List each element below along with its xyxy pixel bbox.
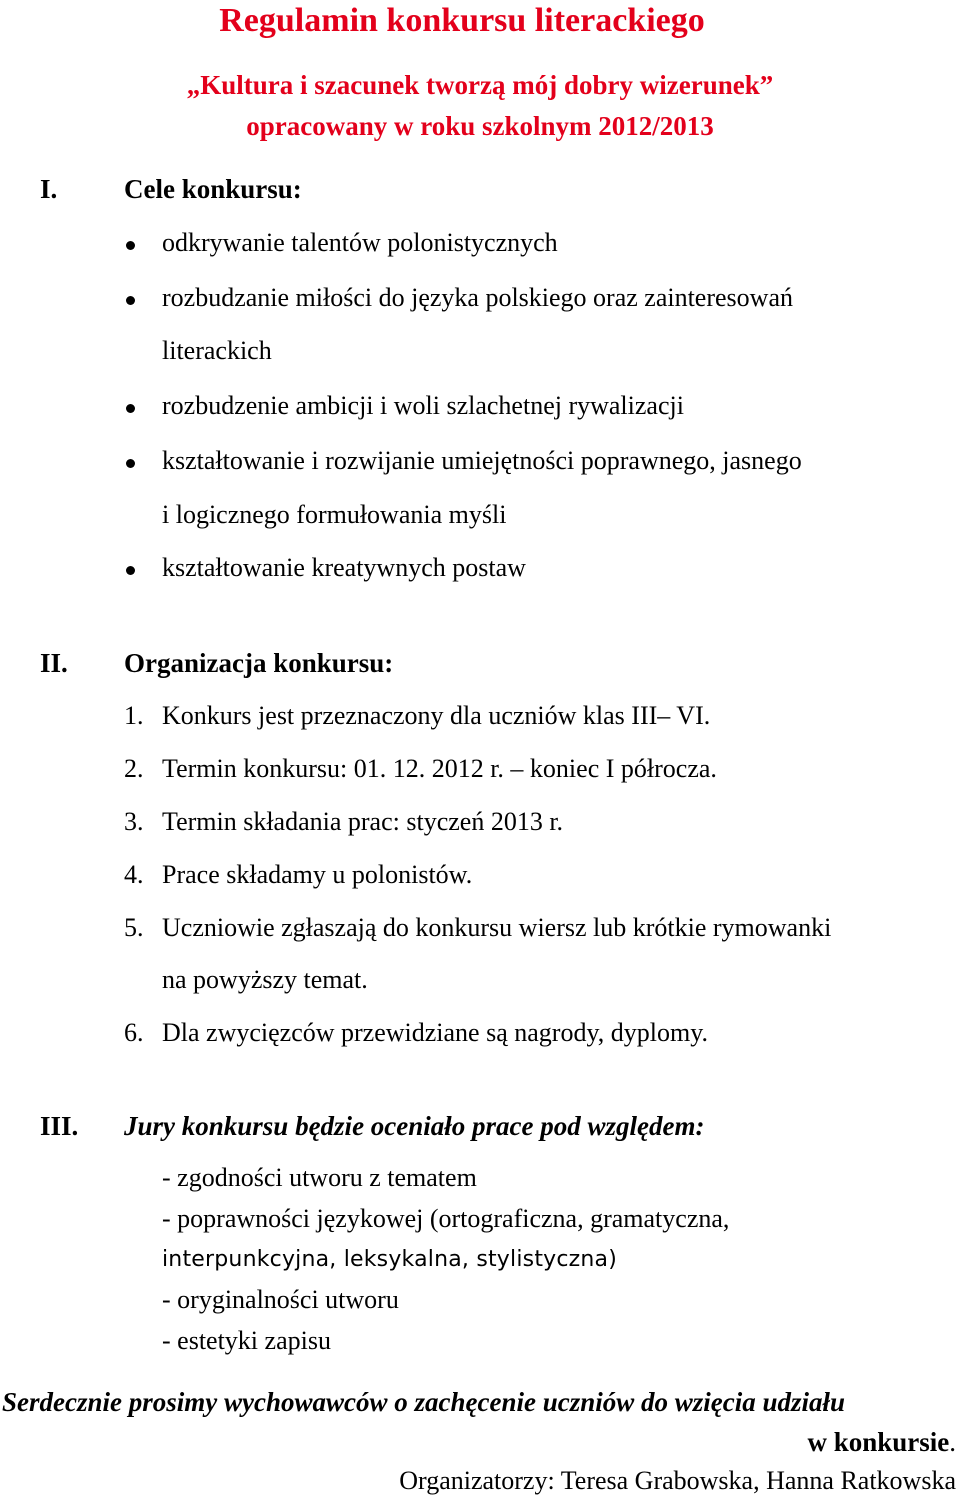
school-year: opracowany w roku szkolnym 2012/2013 — [246, 111, 714, 141]
document-title: Regulamin konkursu literackiego — [219, 2, 705, 39]
rule-text: Prace składamy u polonistów. — [162, 860, 473, 889]
contest-motto: „Kultura i szacunek tworzą mój dobry wizerunek” — [186, 70, 774, 100]
rule-number: 1. — [124, 701, 144, 730]
rule-text: Termin konkursu: 01. 12. 2012 r. – koniec I półrocza. — [162, 754, 717, 783]
section-1-heading: Cele konkursu: — [124, 174, 302, 204]
rule-number: 3. — [124, 807, 144, 836]
goal-item: rozbudzenie ambicji i woli szlachetnej rywalizacji — [162, 391, 684, 420]
rule-number: 2. — [124, 754, 144, 783]
criterion-item: - oryginalności utworu — [162, 1285, 399, 1314]
bullet-icon — [126, 459, 135, 468]
rule-text-continued: na powyższy temat. — [162, 965, 368, 994]
section-1-number: I. — [40, 174, 58, 204]
rule-text: Uczniowie zgłaszają do konkursu wiersz lub krótkie rymowanki — [162, 913, 832, 942]
rule-number: 6. — [124, 1018, 144, 1047]
rule-text: Termin składania prac: styczeń 2013 r. — [162, 807, 564, 836]
criterion-item: - poprawności językowej (ortograficzna, gramatyczna, — [162, 1204, 730, 1233]
closing-emphasis: w konkursie — [807, 1427, 950, 1457]
bullet-icon — [126, 296, 135, 305]
bullet-icon — [126, 566, 135, 575]
section-2-number: II. — [40, 648, 68, 678]
rule-text: Dla zwycięzców przewidziane są nagrody, dyplomy. — [162, 1018, 709, 1047]
section-3-heading: Jury konkursu będzie oceniało prace pod względem: — [124, 1111, 705, 1141]
bullet-icon — [126, 404, 135, 413]
section-3-number: III. — [40, 1111, 79, 1141]
rule-text: Konkurs jest przeznaczony dla uczniów klas III– VI. — [162, 701, 711, 730]
rule-number: 5. — [124, 913, 144, 942]
organizers-line: Organizatorzy: Teresa Grabowska, Hanna Ratkowska — [399, 1466, 956, 1495]
goal-item: odkrywanie talentów polonistycznych — [162, 228, 558, 257]
bullet-icon — [126, 241, 135, 250]
closing-appeal-continued — [0, 1427, 956, 1458]
goal-item-continued: i logicznego formułowania myśli — [162, 500, 507, 529]
goal-item-continued: literackich — [162, 336, 272, 365]
goal-item: kształtowanie kreatywnych postaw — [162, 553, 526, 582]
criterion-item: - zgodności utworu z tematem — [162, 1163, 477, 1192]
goal-item: rozbudzanie miłości do języka polskiego oraz zainteresowań — [162, 283, 793, 312]
criterion-item-continued: interpunkcyjna, leksykalna, stylistyczna) — [162, 1247, 618, 1272]
criterion-item: - estetyki zapisu — [162, 1326, 331, 1355]
rule-number: 4. — [124, 860, 144, 889]
goal-item: kształtowanie i rozwijanie umiejętności poprawnego, jasnego — [162, 446, 802, 475]
closing-appeal: Serdecznie prosimy wychowawców o zachęcenie uczniów do wzięcia udziału — [2, 1387, 846, 1417]
closing-period: . — [949, 1427, 956, 1457]
section-2-heading: Organizacja konkursu: — [124, 648, 394, 678]
